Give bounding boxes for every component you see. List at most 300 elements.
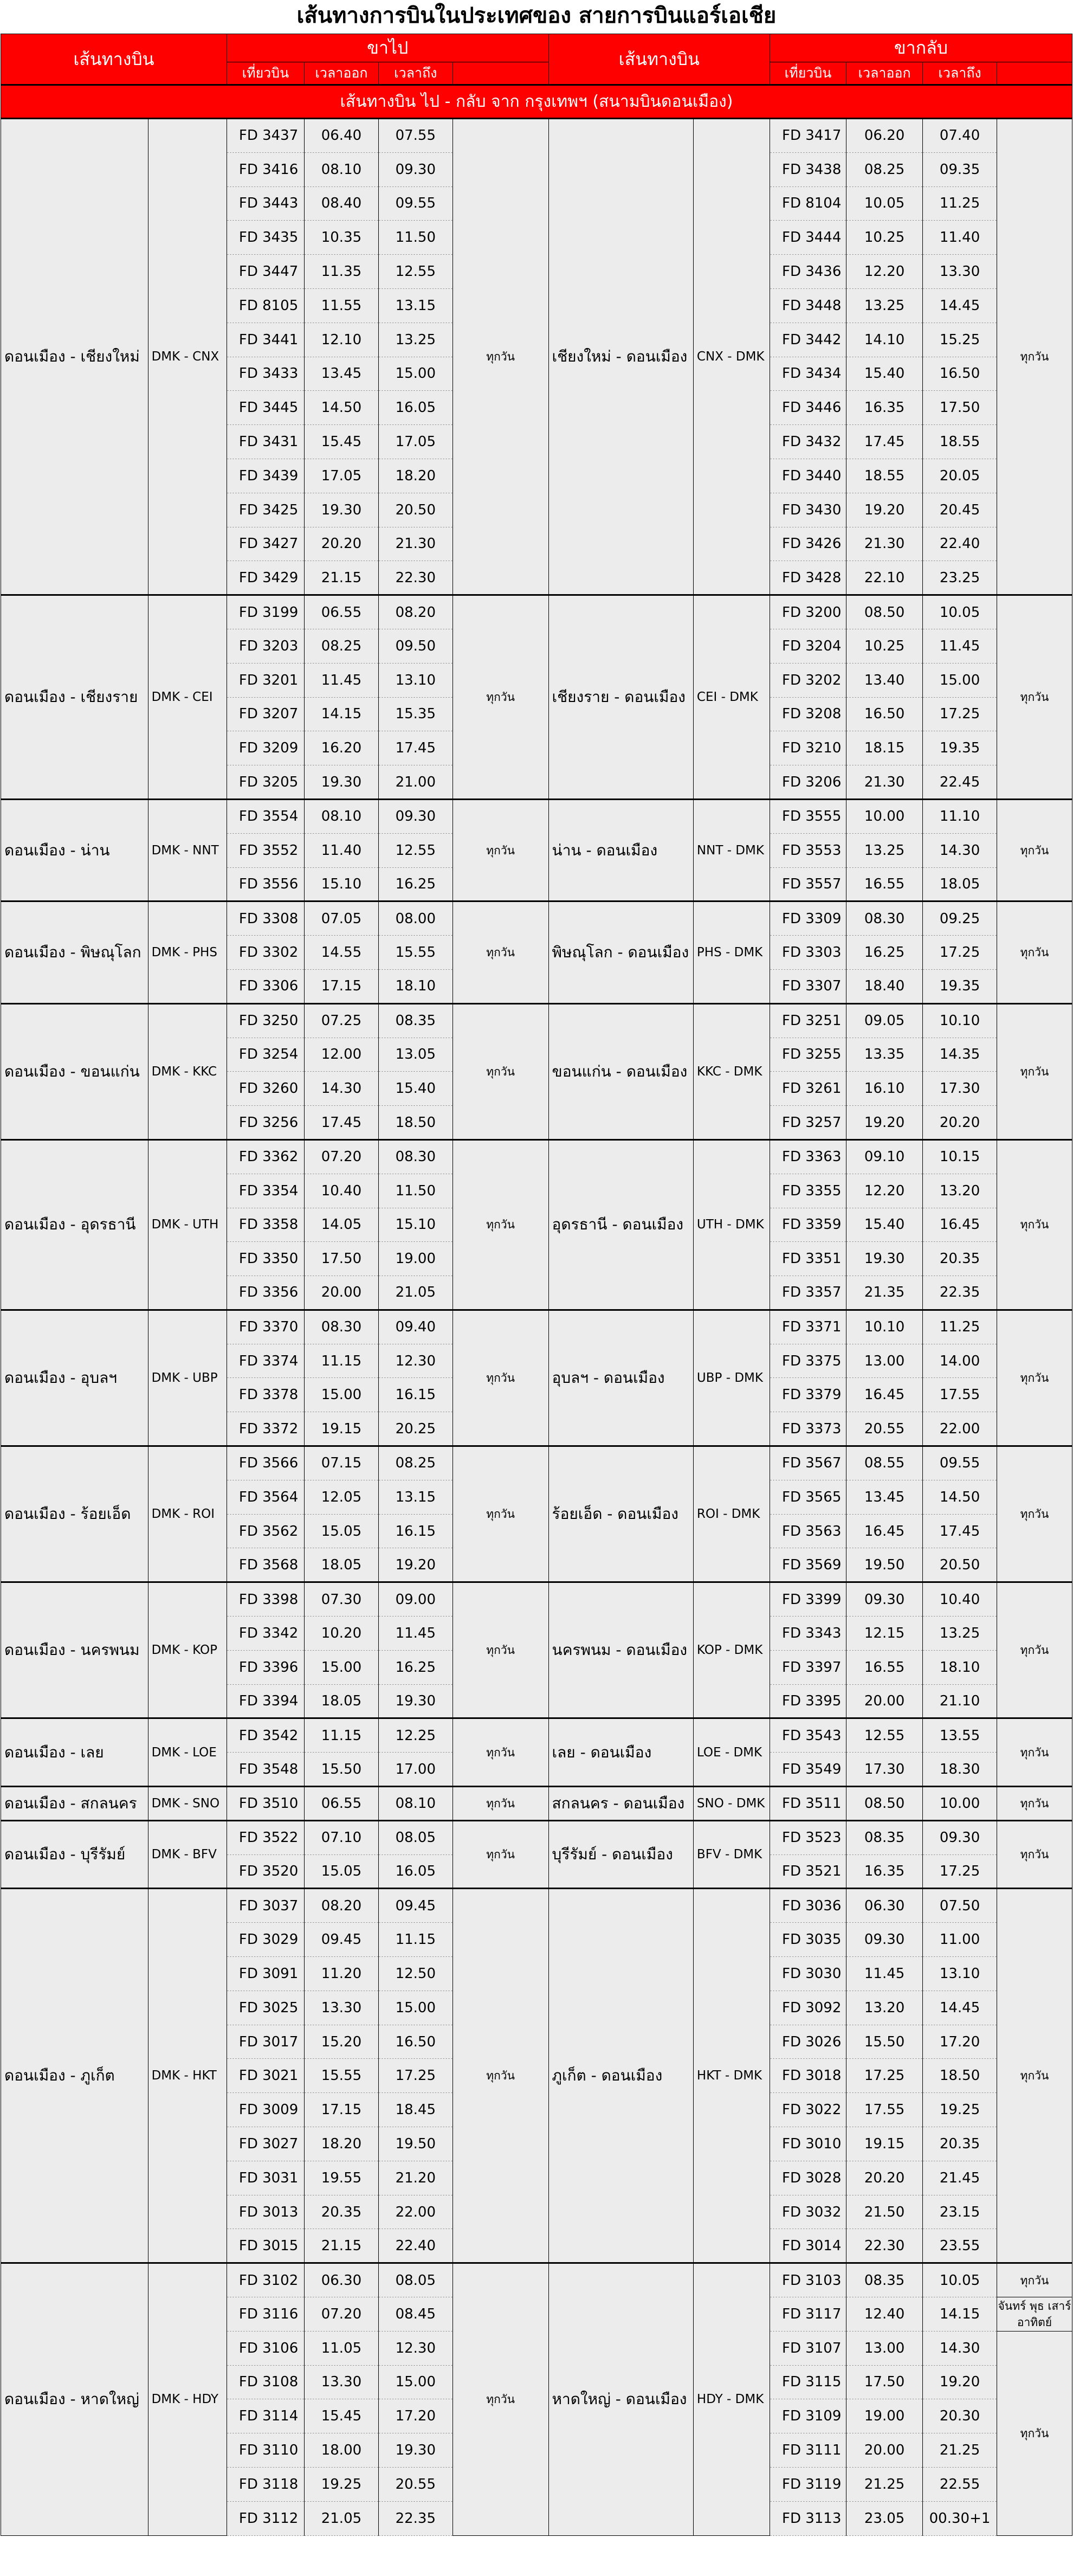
outbound-depart-time: 17.45	[305, 1106, 379, 1140]
outbound-depart-time: 16.20	[305, 731, 379, 765]
outbound-route-name: ดอนเมือง - ขอนแก่น	[1, 1003, 148, 1139]
depart-column-header: เวลาออก	[305, 62, 379, 85]
inbound-depart-time: 19.00	[846, 2399, 923, 2433]
inbound-arrive-time: 11.00	[923, 1923, 997, 1957]
inbound-flight-number: FD 3563	[770, 1514, 846, 1548]
outbound-flight-number: FD 3260	[227, 1072, 304, 1106]
inbound-depart-time: 12.40	[846, 2297, 923, 2332]
inbound-route-name: เลย - ดอนเมือง	[548, 1718, 693, 1787]
inbound-flight-number: FD 3028	[770, 2161, 846, 2195]
outbound-flight-number: FD 8105	[227, 288, 304, 323]
outbound-depart-time: 11.20	[305, 1957, 379, 1991]
inbound-days: ทุกวัน	[997, 901, 1072, 1003]
inbound-flight-number: FD 3444	[770, 221, 846, 255]
outbound-arrive-time: 13.05	[378, 1038, 453, 1072]
inbound-arrive-time: 11.25	[923, 1310, 997, 1344]
inbound-flight-number: FD 3210	[770, 731, 846, 765]
outbound-arrive-time: 13.25	[378, 323, 453, 357]
outbound-depart-time: 18.05	[305, 1548, 379, 1582]
outbound-arrive-time: 17.45	[378, 731, 453, 765]
outbound-arrive-time: 21.00	[378, 765, 453, 800]
outbound-arrive-time: 11.45	[378, 1617, 453, 1651]
inbound-flight-number: FD 3343	[770, 1617, 846, 1651]
inbound-depart-time: 16.55	[846, 867, 923, 901]
outbound-arrive-time: 08.35	[378, 1003, 453, 1038]
inbound-flight-number: FD 3092	[770, 1991, 846, 2025]
outbound-flight-number: FD 3118	[227, 2467, 304, 2501]
outbound-flight-number: FD 3203	[227, 629, 304, 663]
inbound-arrive-time: 19.25	[923, 2093, 997, 2127]
outbound-depart-time: 15.55	[305, 2059, 379, 2093]
inbound-arrive-time: 22.00	[923, 1412, 997, 1446]
inbound-arrive-time: 18.55	[923, 425, 997, 459]
outbound-depart-time: 14.50	[305, 391, 379, 425]
inbound-flight-number: FD 3115	[770, 2365, 846, 2399]
inbound-flight-number: FD 3119	[770, 2467, 846, 2501]
outbound-flight-number: FD 3356	[227, 1276, 304, 1310]
inbound-days: ทุกวัน	[997, 2263, 1072, 2297]
outbound-flight-number: FD 3209	[227, 731, 304, 765]
outbound-arrive-time: 13.15	[378, 1480, 453, 1514]
outbound-route-name: ดอนเมือง - พิษณุโลก	[1, 901, 148, 1003]
outbound-depart-time: 15.10	[305, 867, 379, 901]
outbound-depart-time: 15.45	[305, 425, 379, 459]
inbound-arrive-time: 23.25	[923, 561, 997, 595]
outbound-route-code: DMK - SNO	[148, 1787, 227, 1821]
inbound-flight-number: FD 3111	[770, 2433, 846, 2468]
outbound-arrive-time: 09.30	[378, 152, 453, 186]
inbound-arrive-time: 09.25	[923, 901, 997, 936]
outbound-flight-number: FD 3254	[227, 1038, 304, 1072]
inbound-days: ทุกวัน	[997, 1003, 1072, 1139]
inbound-depart-time: 16.50	[846, 697, 923, 731]
inbound-flight-number: FD 3018	[770, 2059, 846, 2093]
inbound-days: จันทร์ พุธ เสาร์ อาทิตย์	[997, 2297, 1072, 2332]
outbound-route-code: DMK - CNX	[148, 119, 227, 595]
inbound-flight-number: FD 3417	[770, 119, 846, 153]
inbound-flight-number: FD 3549	[770, 1753, 846, 1787]
outbound-depart-time: 14.05	[305, 1208, 379, 1242]
outbound-arrive-time: 15.00	[378, 1991, 453, 2025]
inbound-route-name: อุดรธานี - ดอนเมือง	[548, 1139, 693, 1310]
inbound-depart-time: 21.50	[846, 2195, 923, 2229]
outbound-depart-time: 08.40	[305, 186, 379, 221]
outbound-flight-number: FD 3374	[227, 1344, 304, 1378]
outbound-depart-time: 08.20	[305, 1889, 379, 1923]
outbound-route-code: DMK - ROI	[148, 1446, 227, 1582]
inbound-arrive-time: 17.55	[923, 1378, 997, 1412]
inbound-arrive-time: 10.00	[923, 1787, 997, 1821]
inbound-arrive-time: 09.35	[923, 152, 997, 186]
outbound-flight-number: FD 3031	[227, 2161, 304, 2195]
outbound-route-code: DMK - PHS	[148, 901, 227, 1003]
outbound-depart-time: 06.55	[305, 1787, 379, 1821]
outbound-route-code: DMK - BFV	[148, 1820, 227, 1889]
inbound-route-name: น่าน - ดอนเมือง	[548, 799, 693, 901]
table-row	[1, 1889, 1072, 1923]
inbound-arrive-time: 11.45	[923, 629, 997, 663]
inbound-depart-time: 15.50	[846, 2025, 923, 2059]
inbound-depart-time: 16.10	[846, 1072, 923, 1106]
inbound-depart-time: 08.30	[846, 901, 923, 936]
outbound-flight-number: FD 3114	[227, 2399, 304, 2433]
inbound-depart-time: 19.20	[846, 493, 923, 527]
outbound-flight-number: FD 3552	[227, 833, 304, 867]
outbound-flight-number: FD 3021	[227, 2059, 304, 2093]
outbound-depart-time: 11.05	[305, 2331, 379, 2365]
outbound-depart-time: 12.00	[305, 1038, 379, 1072]
inbound-depart-time: 13.25	[846, 288, 923, 323]
inbound-depart-time: 17.50	[846, 2365, 923, 2399]
outbound-depart-time: 19.55	[305, 2161, 379, 2195]
outbound-arrive-time: 16.25	[378, 867, 453, 901]
outbound-depart-time: 14.15	[305, 697, 379, 731]
outbound-arrive-time: 16.15	[378, 1514, 453, 1548]
inbound-depart-time: 09.10	[846, 1139, 923, 1174]
outbound-flight-number: FD 3441	[227, 323, 304, 357]
outbound-flight-number: FD 3110	[227, 2433, 304, 2468]
outbound-flight-number: FD 3394	[227, 1684, 304, 1718]
inbound-arrive-time: 17.50	[923, 391, 997, 425]
inbound-flight-number: FD 3107	[770, 2331, 846, 2365]
inbound-depart-time: 20.00	[846, 1684, 923, 1718]
inbound-flight-number: FD 3014	[770, 2229, 846, 2263]
outbound-arrive-time: 15.55	[378, 936, 453, 970]
outbound-days: ทุกวัน	[453, 1787, 548, 1821]
inbound-arrive-time: 23.15	[923, 2195, 997, 2229]
outbound-header: ขาไป	[227, 34, 548, 62]
inbound-depart-time: 19.20	[846, 1106, 923, 1140]
inbound-arrive-time: 10.05	[923, 2263, 997, 2297]
inbound-arrive-time: 21.45	[923, 2161, 997, 2195]
route-header-inbound: เส้นทางบิน	[548, 34, 770, 85]
inbound-depart-time: 12.55	[846, 1718, 923, 1753]
outbound-route-code: DMK - CEI	[148, 595, 227, 800]
outbound-depart-time: 21.15	[305, 2229, 379, 2263]
outbound-arrive-time: 12.30	[378, 2331, 453, 2365]
outbound-days: ทุกวัน	[453, 1820, 548, 1889]
outbound-depart-time: 07.25	[305, 1003, 379, 1038]
outbound-depart-time: 07.20	[305, 2297, 379, 2332]
inbound-arrive-time: 13.30	[923, 255, 997, 289]
inbound-arrive-time: 07.40	[923, 119, 997, 153]
outbound-route-code: DMK - KOP	[148, 1582, 227, 1718]
inbound-arrive-time: 17.25	[923, 1854, 997, 1889]
outbound-flight-number: FD 3433	[227, 357, 304, 391]
outbound-arrive-time: 15.40	[378, 1072, 453, 1106]
inbound-route-name: ขอนแก่น - ดอนเมือง	[548, 1003, 693, 1139]
outbound-flight-number: FD 3112	[227, 2501, 304, 2535]
outbound-route-code: DMK - HKT	[148, 1889, 227, 2263]
outbound-flight-number: FD 3522	[227, 1820, 304, 1854]
outbound-arrive-time: 18.20	[378, 459, 453, 493]
inbound-route-name: พิษณุโลก - ดอนเมือง	[548, 901, 693, 1003]
inbound-depart-time: 18.40	[846, 969, 923, 1003]
inbound-header: ขากลับ	[770, 34, 1072, 62]
outbound-arrive-time: 17.05	[378, 425, 453, 459]
outbound-depart-time: 17.50	[305, 1242, 379, 1276]
inbound-flight-number: FD 3395	[770, 1684, 846, 1718]
outbound-arrive-time: 12.25	[378, 1718, 453, 1753]
outbound-depart-time: 08.25	[305, 629, 379, 663]
inbound-flight-number: FD 3359	[770, 1208, 846, 1242]
inbound-flight-number: FD 3307	[770, 969, 846, 1003]
inbound-days: ทุกวัน	[997, 1889, 1072, 2263]
flight-schedule-table	[1, 34, 1072, 2536]
inbound-flight-number: FD 3204	[770, 629, 846, 663]
flight-column-header: เที่ยวบิน	[227, 62, 304, 85]
outbound-flight-number: FD 3308	[227, 901, 304, 936]
inbound-depart-time: 13.35	[846, 1038, 923, 1072]
outbound-flight-number: FD 3013	[227, 2195, 304, 2229]
outbound-flight-number: FD 3370	[227, 1310, 304, 1344]
inbound-arrive-time: 14.50	[923, 1480, 997, 1514]
inbound-arrive-time: 19.20	[923, 2365, 997, 2399]
depart-column-header: เวลาออก	[846, 62, 923, 85]
outbound-arrive-time: 07.55	[378, 119, 453, 153]
inbound-arrive-time: 23.55	[923, 2229, 997, 2263]
inbound-depart-time: 06.30	[846, 1889, 923, 1923]
outbound-depart-time: 06.40	[305, 119, 379, 153]
inbound-depart-time: 08.25	[846, 152, 923, 186]
outbound-flight-number: FD 3342	[227, 1617, 304, 1651]
outbound-flight-number: FD 3548	[227, 1753, 304, 1787]
outbound-route-code: DMK - UBP	[148, 1310, 227, 1446]
outbound-depart-time: 17.15	[305, 969, 379, 1003]
inbound-depart-time: 21.35	[846, 1276, 923, 1310]
outbound-route-name: ดอนเมือง - เชียงใหม่	[1, 119, 148, 595]
inbound-depart-time: 12.15	[846, 1617, 923, 1651]
outbound-depart-time: 09.45	[305, 1923, 379, 1957]
outbound-days: ทุกวัน	[453, 1582, 548, 1718]
outbound-flight-number: FD 3398	[227, 1582, 304, 1617]
outbound-flight-number: FD 3431	[227, 425, 304, 459]
inbound-flight-number: FD 3208	[770, 697, 846, 731]
outbound-arrive-time: 08.00	[378, 901, 453, 936]
outbound-arrive-time: 09.45	[378, 1889, 453, 1923]
outbound-arrive-time: 22.00	[378, 2195, 453, 2229]
inbound-arrive-time: 14.30	[923, 2331, 997, 2365]
outbound-flight-number: FD 3443	[227, 186, 304, 221]
outbound-flight-number: FD 3358	[227, 1208, 304, 1242]
outbound-days: ทุกวัน	[453, 901, 548, 1003]
inbound-route-code: UTH - DMK	[693, 1139, 770, 1310]
outbound-flight-number: FD 3510	[227, 1787, 304, 1821]
inbound-flight-number: FD 3357	[770, 1276, 846, 1310]
outbound-depart-time: 21.05	[305, 2501, 379, 2535]
outbound-flight-number: FD 3439	[227, 459, 304, 493]
inbound-depart-time: 08.50	[846, 1787, 923, 1821]
inbound-depart-time: 13.00	[846, 2331, 923, 2365]
inbound-route-name: อุบลฯ - ดอนเมือง	[548, 1310, 693, 1446]
outbound-flight-number: FD 3416	[227, 152, 304, 186]
inbound-arrive-time: 00.30+1	[923, 2501, 997, 2535]
outbound-arrive-time: 13.10	[378, 663, 453, 697]
outbound-flight-number: FD 3372	[227, 1412, 304, 1446]
inbound-arrive-time: 17.25	[923, 936, 997, 970]
inbound-arrive-time: 20.50	[923, 1548, 997, 1582]
inbound-flight-number: FD 3251	[770, 1003, 846, 1038]
inbound-arrive-time: 18.50	[923, 2059, 997, 2093]
table-row	[1, 1003, 1072, 1038]
outbound-route-name: ดอนเมือง - อุดรธานี	[1, 1139, 148, 1310]
outbound-route-name: ดอนเมือง - อุบลฯ	[1, 1310, 148, 1446]
inbound-flight-number: FD 3440	[770, 459, 846, 493]
outbound-route-name: ดอนเมือง - บุรีรัมย์	[1, 1820, 148, 1889]
inbound-arrive-time: 14.45	[923, 288, 997, 323]
inbound-flight-number: FD 3113	[770, 2501, 846, 2535]
outbound-depart-time: 15.00	[305, 1378, 379, 1412]
outbound-arrive-time: 21.05	[378, 1276, 453, 1310]
inbound-days: ทุกวัน	[997, 1820, 1072, 1889]
inbound-arrive-time: 15.25	[923, 323, 997, 357]
outbound-arrive-time: 13.15	[378, 288, 453, 323]
outbound-arrive-time: 15.10	[378, 1208, 453, 1242]
inbound-depart-time: 10.25	[846, 629, 923, 663]
outbound-depart-time: 07.15	[305, 1446, 379, 1480]
inbound-arrive-time: 22.45	[923, 765, 997, 800]
inbound-arrive-time: 18.30	[923, 1753, 997, 1787]
outbound-arrive-time: 08.20	[378, 595, 453, 629]
inbound-depart-time: 20.55	[846, 1412, 923, 1446]
table-row	[1, 595, 1072, 629]
inbound-arrive-time: 10.10	[923, 1003, 997, 1038]
inbound-flight-number: FD 3355	[770, 1174, 846, 1208]
inbound-depart-time: 22.10	[846, 561, 923, 595]
outbound-arrive-time: 20.25	[378, 1412, 453, 1446]
outbound-arrive-time: 16.05	[378, 391, 453, 425]
outbound-days: ทุกวัน	[453, 119, 548, 595]
inbound-depart-time: 08.55	[846, 1446, 923, 1480]
outbound-days: ทุกวัน	[453, 1310, 548, 1446]
inbound-arrive-time: 20.05	[923, 459, 997, 493]
inbound-depart-time: 15.40	[846, 357, 923, 391]
outbound-flight-number: FD 3429	[227, 561, 304, 595]
outbound-route-name: ดอนเมือง - หาดใหญ่	[1, 2263, 148, 2535]
inbound-flight-number: FD 3569	[770, 1548, 846, 1582]
outbound-arrive-time: 11.50	[378, 1174, 453, 1208]
inbound-route-code: NNT - DMK	[693, 799, 770, 901]
inbound-depart-time: 15.40	[846, 1208, 923, 1242]
outbound-arrive-time: 08.10	[378, 1787, 453, 1821]
inbound-days: ทุกวัน	[997, 119, 1072, 595]
outbound-arrive-time: 09.50	[378, 629, 453, 663]
outbound-arrive-time: 17.00	[378, 1753, 453, 1787]
inbound-route-name: เชียงใหม่ - ดอนเมือง	[548, 119, 693, 595]
outbound-depart-time: 10.35	[305, 221, 379, 255]
outbound-arrive-time: 18.10	[378, 969, 453, 1003]
table-row	[1, 1820, 1072, 1854]
inbound-flight-number: FD 3399	[770, 1582, 846, 1617]
inbound-flight-number: FD 3257	[770, 1106, 846, 1140]
inbound-route-code: BFV - DMK	[693, 1820, 770, 1889]
inbound-route-name: หาดใหญ่ - ดอนเมือง	[548, 2263, 693, 2535]
inbound-arrive-time: 22.40	[923, 527, 997, 561]
outbound-arrive-time: 19.30	[378, 2433, 453, 2468]
inbound-arrive-time: 14.00	[923, 1344, 997, 1378]
outbound-flight-number: FD 3520	[227, 1854, 304, 1889]
inbound-arrive-time: 20.35	[923, 1242, 997, 1276]
outbound-arrive-time: 21.20	[378, 2161, 453, 2195]
table-row	[1, 901, 1072, 936]
inbound-days: ทุกวัน	[997, 1582, 1072, 1718]
inbound-depart-time: 19.30	[846, 1242, 923, 1276]
outbound-route-code: DMK - KKC	[148, 1003, 227, 1139]
table-row	[1, 2263, 1072, 2297]
inbound-flight-number: FD 3442	[770, 323, 846, 357]
inbound-flight-number: FD 3030	[770, 1957, 846, 1991]
outbound-depart-time: 15.00	[305, 1650, 379, 1684]
outbound-depart-time: 19.15	[305, 1412, 379, 1446]
outbound-depart-time: 06.55	[305, 595, 379, 629]
inbound-arrive-time: 20.35	[923, 2127, 997, 2161]
outbound-depart-time: 07.10	[305, 1820, 379, 1854]
inbound-route-code: CNX - DMK	[693, 119, 770, 595]
inbound-flight-number: FD 3523	[770, 1820, 846, 1854]
outbound-route-code: DMK - UTH	[148, 1139, 227, 1310]
inbound-depart-time: 21.30	[846, 527, 923, 561]
outbound-arrive-time: 15.35	[378, 697, 453, 731]
inbound-depart-time: 16.35	[846, 391, 923, 425]
outbound-flight-number: FD 3201	[227, 663, 304, 697]
inbound-flight-number: FD 3565	[770, 1480, 846, 1514]
flight-column-header: เที่ยวบิน	[770, 62, 846, 85]
outbound-depart-time: 12.10	[305, 323, 379, 357]
outbound-route-code: DMK - NNT	[148, 799, 227, 901]
inbound-depart-time: 11.45	[846, 1957, 923, 1991]
outbound-flight-number: FD 3445	[227, 391, 304, 425]
outbound-depart-time: 12.05	[305, 1480, 379, 1514]
inbound-depart-time: 13.25	[846, 833, 923, 867]
inbound-arrive-time: 14.30	[923, 833, 997, 867]
inbound-flight-number: FD 3022	[770, 2093, 846, 2127]
inbound-flight-number: FD 3555	[770, 799, 846, 833]
outbound-route-name: ดอนเมือง - น่าน	[1, 799, 148, 901]
outbound-depart-time: 06.30	[305, 2263, 379, 2297]
outbound-arrive-time: 09.55	[378, 186, 453, 221]
inbound-flight-number: FD 3371	[770, 1310, 846, 1344]
inbound-flight-number: FD 3543	[770, 1718, 846, 1753]
inbound-arrive-time: 09.30	[923, 1820, 997, 1854]
days-column-header	[453, 62, 548, 85]
inbound-flight-number: FD 3103	[770, 2263, 846, 2297]
inbound-flight-number: FD 3261	[770, 1072, 846, 1106]
outbound-depart-time: 20.20	[305, 527, 379, 561]
inbound-depart-time: 08.35	[846, 1820, 923, 1854]
inbound-depart-time: 17.45	[846, 425, 923, 459]
outbound-flight-number: FD 3302	[227, 936, 304, 970]
inbound-flight-number: FD 3036	[770, 1889, 846, 1923]
inbound-arrive-time: 15.00	[923, 663, 997, 697]
inbound-route-name: สกลนคร - ดอนเมือง	[548, 1787, 693, 1821]
outbound-flight-number: FD 3435	[227, 221, 304, 255]
arrive-column-header: เวลาถึง	[923, 62, 997, 85]
outbound-arrive-time: 22.40	[378, 2229, 453, 2263]
inbound-depart-time: 18.15	[846, 731, 923, 765]
table-row	[1, 1310, 1072, 1344]
inbound-route-code: LOE - DMK	[693, 1718, 770, 1787]
inbound-route-code: ROI - DMK	[693, 1446, 770, 1582]
outbound-depart-time: 11.35	[305, 255, 379, 289]
outbound-depart-time: 13.30	[305, 2365, 379, 2399]
inbound-depart-time: 10.05	[846, 186, 923, 221]
inbound-depart-time: 19.15	[846, 2127, 923, 2161]
inbound-flight-number: FD 3202	[770, 663, 846, 697]
inbound-depart-time: 16.55	[846, 1650, 923, 1684]
table-row	[1, 1582, 1072, 1617]
inbound-depart-time: 20.00	[846, 2433, 923, 2468]
inbound-route-code: SNO - DMK	[693, 1787, 770, 1821]
